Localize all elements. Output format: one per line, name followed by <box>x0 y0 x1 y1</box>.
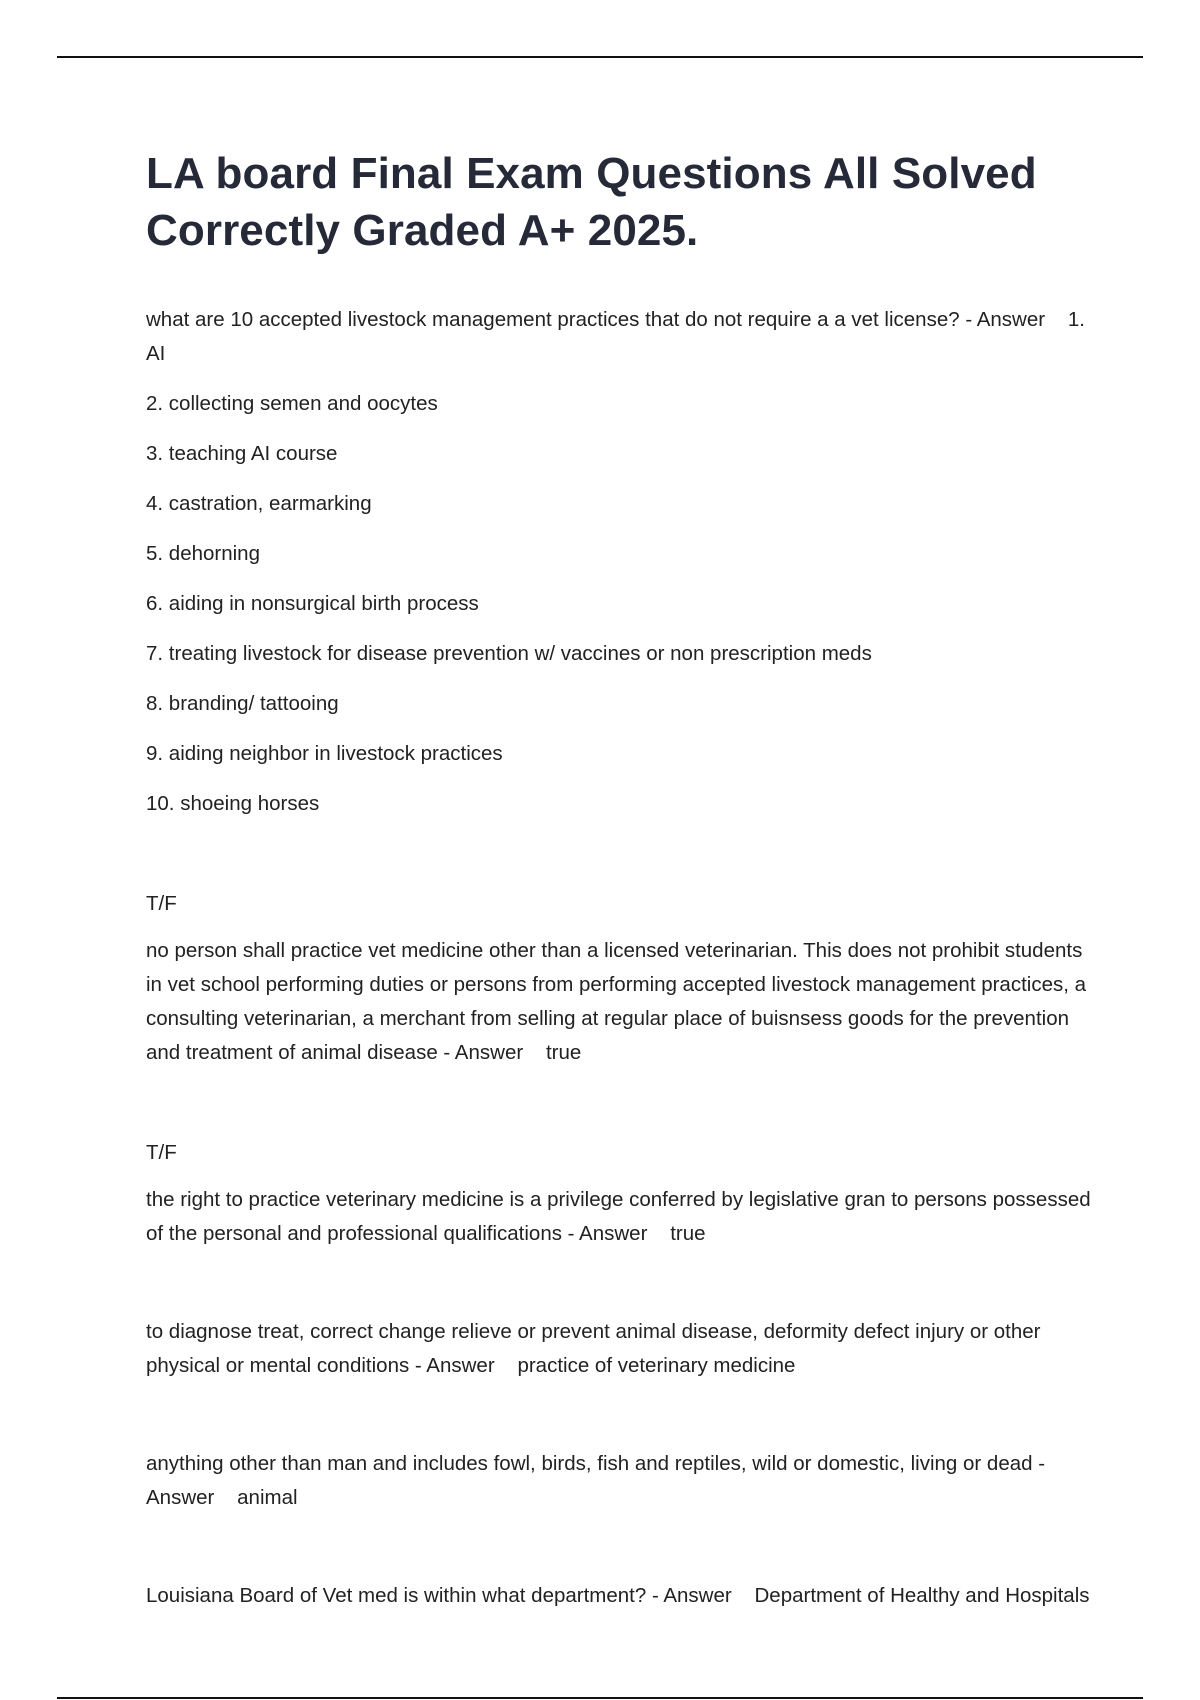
list-item: 5. dehorning <box>146 542 260 565</box>
question-3-label: T/F <box>146 1141 177 1164</box>
question-1-text: what are 10 accepted livestock management practices that do not require a a vet license? - Answer 1. AI <box>146 308 1090 365</box>
bottom-rule <box>57 1697 1143 1699</box>
document-body <box>146 145 1096 1613</box>
top-rule <box>57 56 1143 58</box>
list-item: 3. teaching AI course <box>146 442 338 465</box>
list-item: 4. castration, earmarking <box>146 492 372 515</box>
list-item: 8. branding/ tattooing <box>146 692 339 715</box>
document-title: LA board Final Exam Questions All Solved Correctly Graded A+ 2025. <box>146 149 1037 255</box>
question-2-text: no person shall practice vet medicine other than a licensed veterinarian. This does not prohibit students in vet school performing duties or persons from performing accepted livestock management practices, a consulting veterinarian, a merchant from selling at regular place of buisnsess goods for the prevention and treatment of animal disease - Answer true <box>146 939 1092 1064</box>
list-item: 9. aiding neighbor in livestock practices <box>146 742 503 765</box>
list-item: 6. aiding in nonsurgical birth process <box>146 592 479 615</box>
question-3-text: the right to practice veterinary medicine is a privilege conferred by legislative gran to persons possessed of the personal and professional qualifications - Answer true <box>146 1188 1097 1245</box>
list-item: 7. treating livestock for disease prevention w/ vaccines or non prescription meds <box>146 642 872 665</box>
question-4-text: to diagnose treat, correct change relieve or prevent animal disease, deformity defect injury or other physical or mental conditions - Answer practice of veterinary medicine <box>146 1320 1047 1377</box>
list-item: 10. shoeing horses <box>146 792 320 815</box>
question-6-text: Louisiana Board of Vet med is within what department? - Answer Department of Healthy and Hospitals <box>146 1584 1090 1607</box>
question-5-text: anything other than man and includes fowl, birds, fish and reptiles, wild or domestic, living or dead - Answer animal <box>146 1452 1050 1509</box>
list-item: 2. collecting semen and oocytes <box>146 392 438 415</box>
question-2-label: T/F <box>146 892 177 915</box>
